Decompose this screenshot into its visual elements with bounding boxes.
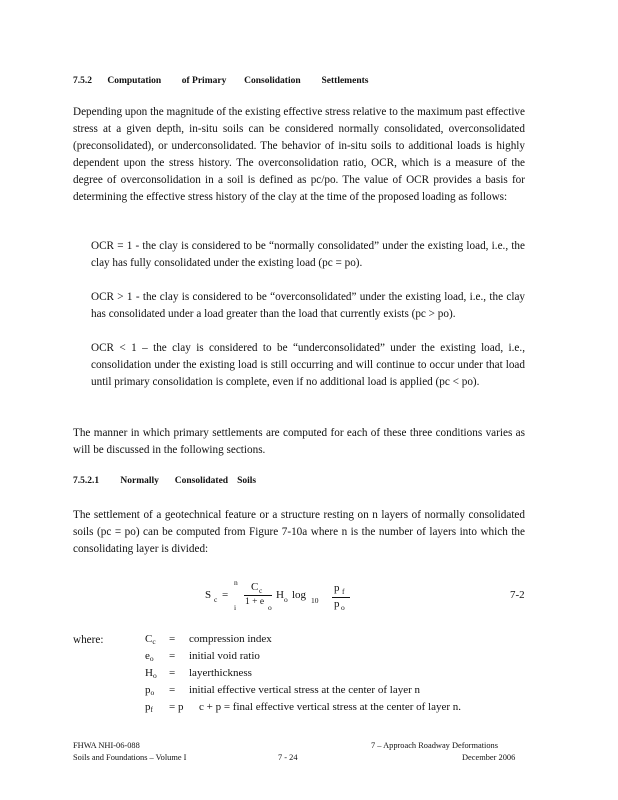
eq-log-base: 10 [311,596,319,605]
heading-word: Consolidation [244,76,301,86]
eq-ratio-num: p [334,582,340,594]
def-text: initial void ratio [189,650,260,662]
heading-word: Consolidated [174,476,229,486]
intro-paragraph: Depending upon the magnitude of the existing effective stress relative to the maximum past effective stress at a given depth, in-situ soils can be considered normally consolidated, overconsolidated (preconsolidated), or underconsolidated. The behavior of in-situ soils to additional loads is highly dependent upon the stress history. The overconsolidation ratio, OCR, which is a measure of the degree of overconsolidation in a soil is defined as pc/po. The value of OCR provides a basis for determining the effective stress history of the clay at the time of the proposed loading as follows: [73,106,525,203]
def-symbol: p [145,684,151,696]
eq-ratio-num-sub: f [342,587,345,596]
eq-frac-den-sub: o [268,603,272,612]
bullet-item [73,289,525,323]
def-equals: = [169,650,176,662]
eq-sum-top: n [234,578,238,587]
heading-word: Computation [107,76,162,86]
eq-sum-bottom: i [234,603,237,612]
eq-ratio-line [332,597,350,598]
eq-lhs-sub: c [214,595,218,604]
eq-frac-line [244,595,272,596]
definition-row [145,701,461,714]
subsection-number: 7.5.2.1 [73,476,100,486]
where-label: where: [73,634,104,646]
definition-row [145,667,252,680]
heading-word: Soils [237,476,257,486]
section-heading [73,76,368,86]
def-equals: = [169,684,176,696]
bullet-text: OCR < 1 – the clay is considered to be “underconsolidated” under the existing load, i.e., consolidation under the existing load is still occurring and will continue to occur under that load until primary consolidation is complete, even if no additional load is applied (pc < po). [91,342,525,388]
heading-word: of Primary [181,76,227,86]
eq-lhs: S [205,589,212,601]
def-equals: = [169,667,176,679]
footer-right-line1: 7 – Approach Roadway Deformations [371,741,498,750]
def-text: compression index [189,633,272,645]
definition-row [145,650,260,663]
eq-ratio-den: p [334,598,340,610]
bullet-text: OCR > 1 - the clay is considered to be “overconsolidated” under the existing load, i.e., the clay has consolidated under a load greater than the load that currently exists (pc > po). [91,291,525,320]
footer-left-line1: FHWA NHI-06-088 [73,741,140,750]
closing-paragraph: The manner in which primary settlements are computed for each of these three conditions varies as will be discussed in the following sections. [73,427,525,456]
def-subscript: o [152,671,157,680]
bullet-item [73,238,525,272]
def-text: c + p = final effective vertical stress at the center of layer n. [199,701,462,713]
eq-ratio-den-sub: o [341,603,345,612]
section-number: 7.5.2 [73,76,92,86]
def-equals: = p [169,701,184,713]
eq-h-term: H [276,589,284,601]
def-subscript: o [149,654,154,663]
def-text: initial effective vertical stress at the center of layer n [189,684,420,696]
eq-h-sub: o [284,595,288,604]
heading-word: Settlements [321,76,369,86]
def-subscript: c [152,637,156,646]
def-symbol: p [145,701,151,713]
bullet-item [73,340,525,391]
subsection-heading [73,476,256,486]
def-equals: = [169,633,176,645]
heading-word: Normally [120,476,159,486]
footer-page-number: 7 - 24 [278,753,298,762]
eq-number: 7-2 [510,589,525,601]
eq-log: log [292,589,307,601]
definition-row [145,684,420,697]
def-symbol: C [145,633,153,645]
footer-right-line2: December 2006 [462,753,516,762]
subsection-paragraph: The settlement of a geotechnical feature or a structure resting on n layers of normally consolidated soils (pc = po) can be computed from Figure 7-10a where n is the number of layers into which the consolidating layer is divided: [73,509,525,555]
eq-frac-num: C [251,581,259,593]
def-text: layerthickness [189,667,252,679]
eq-frac-num-sub: c [259,586,263,595]
def-subscript: o [150,688,155,697]
footer-left-line2: Soils and Foundations – Volume I [73,753,187,762]
eq-equals: = [222,589,229,601]
definition-row [145,633,272,646]
eq-frac-den: 1 + e [245,597,265,607]
def-symbol: e [145,650,150,662]
def-symbol: H [145,667,153,679]
bullet-text: OCR = 1 - the clay is considered to be “normally consolidated” under the existing load, i.e., the clay has fully consolidated under the existing load (pc = po). [91,240,525,269]
def-subscript: f [150,705,153,714]
